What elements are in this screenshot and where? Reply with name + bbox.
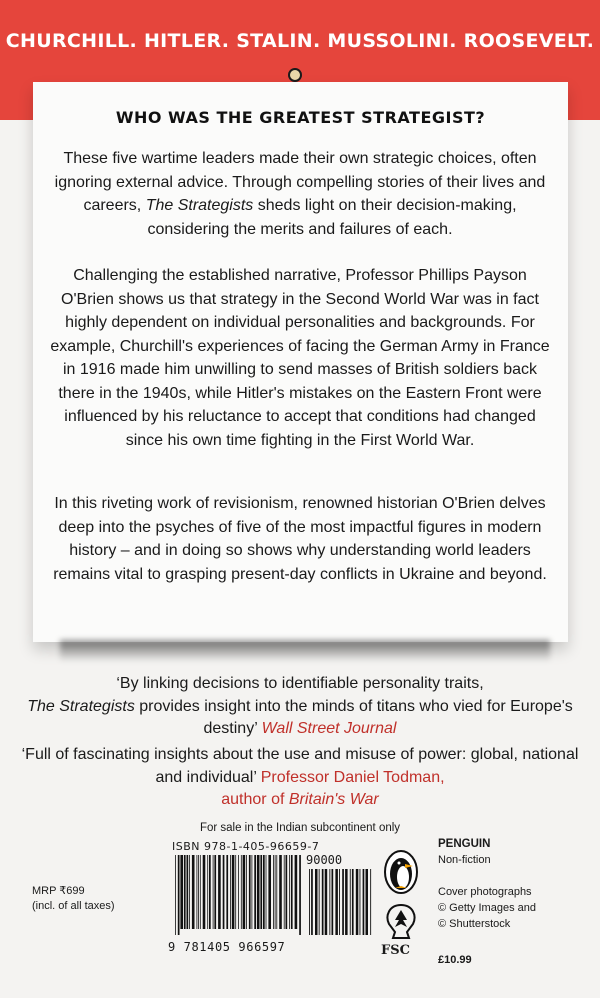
- quote-source: Wall Street Journal: [261, 720, 397, 737]
- barcode: [173, 855, 373, 935]
- book-category: Non-fiction: [438, 854, 491, 866]
- photo-credits: Cover photographs © Getty Images and © Shutterstock: [438, 886, 536, 930]
- pin-dot-icon: [288, 68, 302, 82]
- book-title: The Strategists: [145, 197, 254, 214]
- blurb-heading: WHO WAS THE GREATEST STRATEGIST?: [115, 108, 486, 127]
- mrp-price: MRP ₹699 (incl. of all taxes): [32, 885, 115, 912]
- barcode-digits: 9 781405 966597: [168, 940, 286, 954]
- fsc-label: FSC: [381, 943, 410, 958]
- uk-price: £10.99: [438, 954, 472, 966]
- fsc-tree-logo-icon: [381, 902, 421, 940]
- quote-source: Professor Daniel Todman,: [260, 768, 445, 786]
- blurb-paragraph-3: In this riveting work of revisionism, renowned historian O'Brien delves deep into the psyches of five of the most impactful figures in modern history – and in doing so shows why understanding world leaders remains vital to grasping present-day conflicts in Ukraine and beyond.: [53, 495, 547, 583]
- price-code-digits: 90000: [306, 853, 343, 867]
- card-shadow: [60, 640, 550, 662]
- publisher-name: PENGUIN: [438, 838, 491, 850]
- blurb-paragraph-2: Challenging the established narrative, Professor Phillips Payson O'Brien shows us that strategy in the Second World War was in fact highly dependent on individual personalities and backgrounds. For example, Churchill's experiences of facing the German Army in France in 1916 made him unwilling to send masses of British soldiers back there in the 1940s, while Hitler's mistakes on the Eastern Front were influenced by his reluctance to accept that conditions had changed since his own time fighting in the First World War.: [50, 267, 550, 449]
- quote-source-book: Britain's War: [288, 791, 379, 808]
- leader-names: CHURCHILL. HITLER. STALIN. MUSSOLINI. ROOSEVELT.: [5, 30, 595, 52]
- isbn-number: ISBN 978-1-405-96659-7: [172, 840, 320, 853]
- review-quote-1: ‘By linking decisions to identifiable personality traits, The Strategists provides insight into the minds of titans who vied for Europe's destiny’ Wall Street Journal: [27, 675, 573, 737]
- review-quote-2: ‘Full of fascinating insights about the use and misuse of power: global, national and individual’ Professor Daniel Todman, author of Britain's War: [21, 746, 579, 808]
- sale-territory-note: For sale in the Indian subcontinent only: [199, 822, 401, 834]
- penguin-logo-icon: [383, 850, 419, 894]
- book-title: The Strategists: [27, 697, 135, 715]
- blurb-paragraph-1: These five wartime leaders made their own strategic choices, often ignoring external advice. Through compelling stories of their lives and careers, The Strategists sheds light on their decision-making, considering the merits and failures of each.: [54, 150, 546, 238]
